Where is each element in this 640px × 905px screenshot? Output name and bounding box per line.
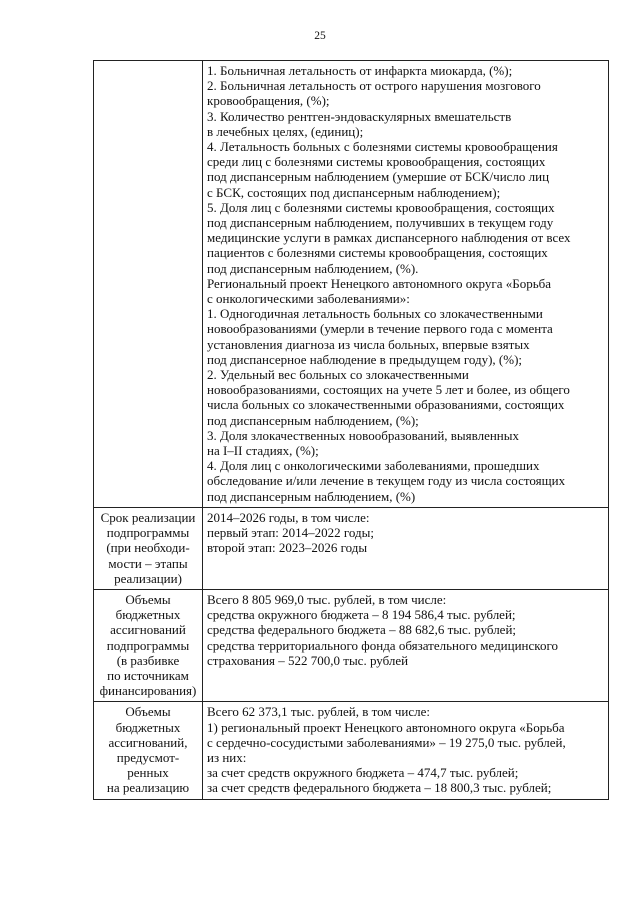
row-content-cell bbox=[203, 589, 609, 701]
content-line: кровообращения, (%); bbox=[207, 93, 330, 109]
content-line: под диспансерным наблюдением, (%). bbox=[207, 260, 419, 276]
content-line: 4. Летальность больных с болезнями системы кровообращения bbox=[207, 139, 558, 155]
content-line: первый этап: 2014–2022 годы; bbox=[207, 525, 374, 541]
content-line: 5. Доля лиц с болезнями системы кровообращения, состоящих bbox=[207, 199, 555, 215]
label-line: финансирования) bbox=[99, 683, 197, 699]
table-row bbox=[94, 61, 609, 508]
content-line: страхования – 522 700,0 тыс. рублей bbox=[207, 652, 409, 668]
content-line: новообразованиями, состоящих на учете 5 лет и более, из общего bbox=[207, 382, 570, 398]
passport-table bbox=[93, 60, 609, 800]
label-line: подпрограммы bbox=[106, 637, 190, 653]
row-content-cell bbox=[203, 507, 609, 589]
content-line: среди лиц с болезнями системы кровообращения, состоящих bbox=[207, 154, 546, 170]
content-line: 4. Доля лиц с онкологическими заболеваниями, прошедших bbox=[207, 458, 540, 474]
content-line: под диспансерным наблюдением, (%) bbox=[207, 488, 416, 504]
content-line: пациентов с болезнями системы кровообращения, состоящих bbox=[207, 245, 548, 261]
content-line: установления диагноза из числа больных, впервые взятых bbox=[207, 336, 530, 352]
content-line: новообразованиями (умерли в течение первого года с момента bbox=[207, 321, 553, 337]
content-line: под диспансерным наблюдением (умершие от БСК/число лиц bbox=[207, 169, 550, 185]
content-line: 2014–2026 годы, в том числе: bbox=[207, 509, 370, 525]
label-line: ассигнований, bbox=[108, 734, 188, 750]
label-line: по источникам bbox=[107, 667, 189, 683]
content-line: обследование и/или лечение в текущем году из числа состоящих bbox=[207, 473, 566, 489]
label-line: бюджетных bbox=[115, 607, 181, 623]
content-line: средства федерального бюджета – 88 682,6 тыс. рублей; bbox=[207, 622, 517, 638]
content-line: второй этап: 2023–2026 годы bbox=[207, 540, 368, 556]
content-line: 3. Доля злокачественных новообразований, выявленных bbox=[207, 427, 519, 443]
content-line: за счет средств федерального бюджета – 18 800,3 тыс. рублей; bbox=[207, 780, 552, 796]
content-line: за счет средств окружного бюджета – 474,7 тыс. рублей; bbox=[207, 765, 519, 781]
content-line: с БСК, состоящих под диспансерным наблюдением); bbox=[207, 184, 501, 200]
label-line: ренных bbox=[127, 765, 169, 781]
label-line: предусмот- bbox=[116, 749, 180, 765]
content-line: медицинские услуги в рамках диспансерного наблюдения от всех bbox=[207, 230, 571, 246]
label-line: Срок реализации bbox=[100, 509, 196, 525]
content-line: из них: bbox=[207, 749, 247, 765]
table-row bbox=[94, 507, 609, 589]
table-row bbox=[94, 702, 609, 799]
label-line: на реализацию bbox=[106, 780, 190, 796]
content-line: 1. Больничная летальность от инфаркта миокарда, (%); bbox=[207, 63, 513, 78]
content-line: на I–II стадиях, (%); bbox=[207, 443, 319, 459]
label-line: (при необходи- bbox=[106, 540, 190, 556]
row-label-cell bbox=[94, 61, 203, 508]
label-line: бюджетных bbox=[115, 719, 181, 735]
label-line: Объемы bbox=[125, 591, 171, 607]
content-line: под диспансерное наблюдение в предыдущем году), (%); bbox=[207, 351, 523, 367]
content-line: средства территориального фонда обязательного медицинского bbox=[207, 637, 558, 653]
content-line: Всего 62 373,1 тыс. рублей, в том числе: bbox=[207, 704, 430, 720]
label-line: мости – этапы bbox=[108, 555, 188, 571]
content-line: средства окружного бюджета – 8 194 586,4 тыс. рублей; bbox=[207, 607, 516, 623]
content-line: в лечебных целях, (единиц); bbox=[207, 123, 364, 139]
content-line: Региональный проект Ненецкого автономного округа «Борьба bbox=[207, 275, 552, 291]
page-number: 25 bbox=[314, 30, 326, 42]
row-label-cell bbox=[94, 702, 203, 799]
content-line: 3. Количество рентген-эндоваскулярных вмешательств bbox=[207, 108, 512, 124]
label-line: Объемы bbox=[125, 704, 171, 720]
table-row bbox=[94, 589, 609, 701]
content-line: под диспансерным наблюдением, (%); bbox=[207, 412, 419, 428]
label-line: ассигнований bbox=[110, 622, 186, 638]
content-line: с онкологическими заболеваниями»: bbox=[207, 291, 410, 307]
content-line: Всего 8 805 969,0 тыс. рублей, в том числе: bbox=[207, 591, 447, 607]
content-line: под диспансерным наблюдением, получивших в текущем году bbox=[207, 215, 554, 231]
label-line: (в разбивке bbox=[116, 652, 180, 668]
label-line: подпрограммы bbox=[106, 525, 190, 541]
row-label-cell bbox=[94, 589, 203, 701]
row-label-cell bbox=[94, 507, 203, 589]
row-content-cell bbox=[203, 61, 609, 508]
content-line: 1) региональный проект Ненецкого автономного округа «Борьба bbox=[207, 719, 565, 735]
content-line: 2. Больничная летальность от острого нарушения мозгового bbox=[207, 78, 541, 94]
content-line: 2. Удельный вес больных со злокачественными bbox=[207, 367, 469, 383]
label-line: реализации) bbox=[114, 570, 182, 586]
content-line: 1. Одногодичная летальность больных со злокачественными bbox=[207, 306, 543, 322]
row-content-cell bbox=[203, 702, 609, 799]
content-line: числа больных со злокачественными образованиями, состоящих bbox=[207, 397, 565, 413]
content-line: с сердечно-сосудистыми заболеваниями» – 19 275,0 тыс. рублей, bbox=[207, 734, 566, 750]
